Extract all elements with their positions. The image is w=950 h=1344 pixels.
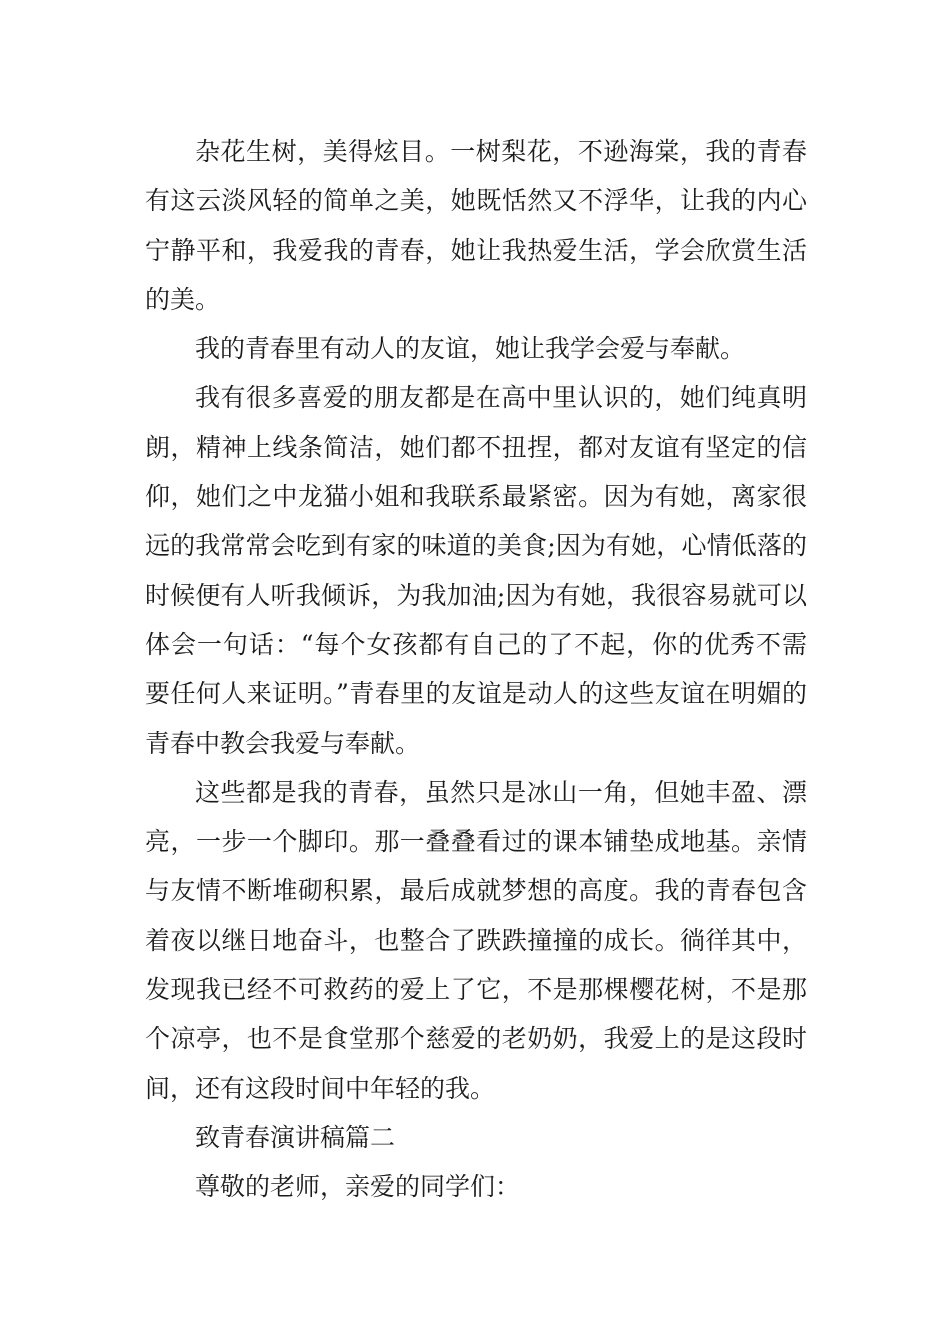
paragraph-high-school-friends: 我有很多喜爱的朋友都是在高中里认识的，她们纯真明朗，精神上线条简洁，她们都不扭捏，都对友谊有坚定的信仰，她们之中龙猫小姐和我联系最紧密。因为有她，离家很远的我常常会吃到有家的味道的美食;因为有她，心情低落的时候便有人听我倾诉，为我加油;因为有她，我很容易就可以体会一句话：“每个女孩都有自己的了不起，你的优秀不需要任何人来证明。”青春里的友谊是动人的这些友谊在明媚的青春中教会我爱与奉献。 <box>145 383 807 758</box>
document-body <box>145 127 807 1212</box>
section-heading: 致青春演讲稿篇二 <box>195 1122 396 1152</box>
paragraph-youth-reflection: 这些都是我的青春，虽然只是冰山一角，但她丰盈、漂亮，一步一个脚印。那一叠叠看过的课本铺垫成地基。亲情与友情不断堆砌积累，最后成就梦想的高度。我的青春包含着夜以继日地奋斗，也整合了跌跌撞撞的成长。徜徉其中，发现我已经不可救药的爱上了它，不是那棵樱花树，不是那个凉亭，也不是食堂那个慈爱的老奶奶，我爱上的是这段时间，还有这段时间中年轻的我。 <box>145 777 807 1103</box>
paragraph-friendship-intro: 我的青春里有动人的友谊，她让我学会爱与奉献。 <box>195 334 746 364</box>
salutation: 尊敬的老师，亲爱的同学们： <box>195 1172 521 1202</box>
paragraph-pear-blossom: 杂花生树，美得炫目。一树梨花，不逊海棠，我的青春有这云淡风轻的简单之美，她既恬然又不浮华，让我的内心宁静平和，我爱我的青春，她让我热爱生活，学会欣赏生活的美。 <box>145 137 807 314</box>
